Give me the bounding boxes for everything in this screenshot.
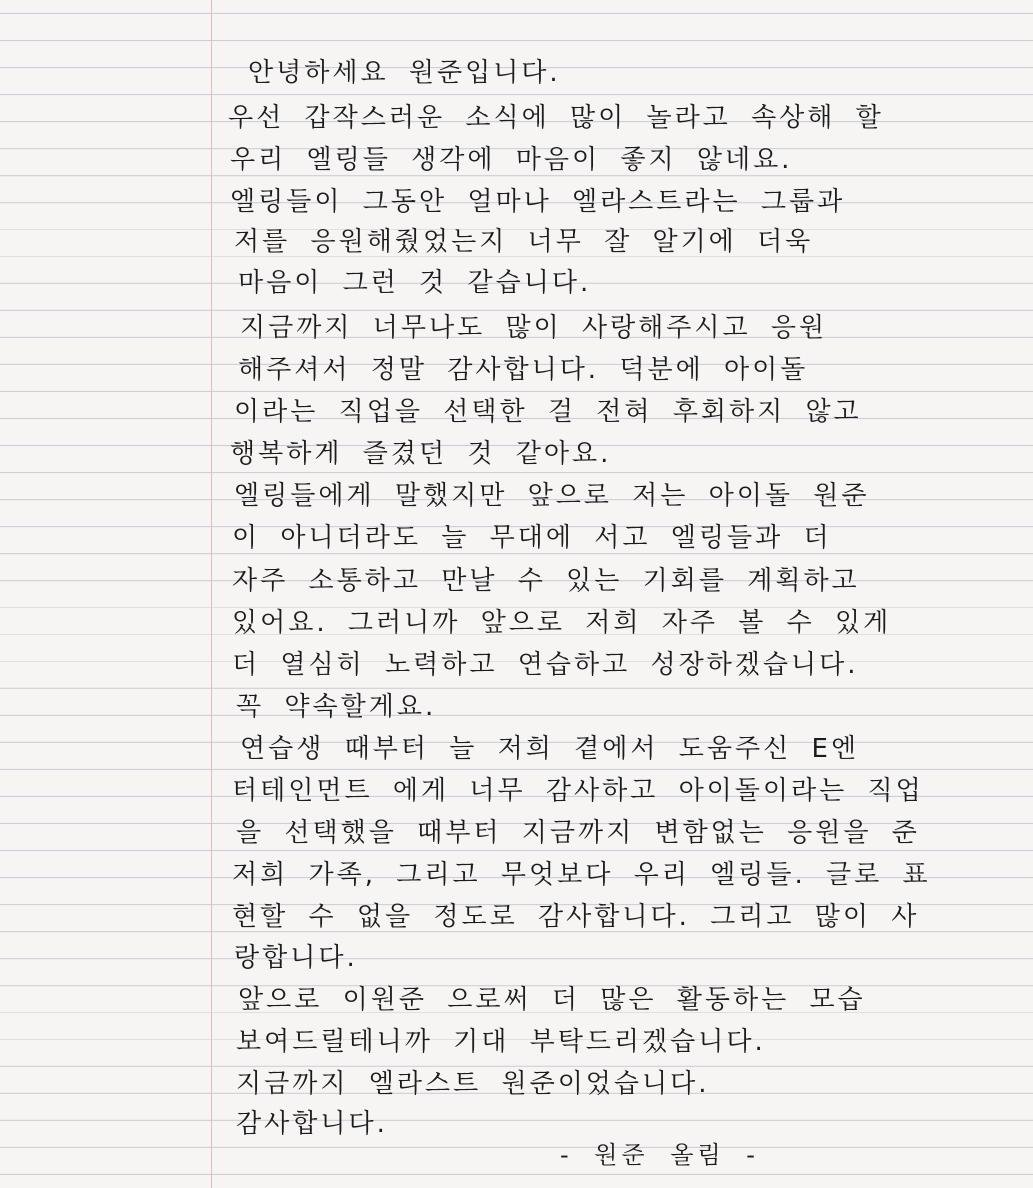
letter-line: 엘링들에게 말했지만 앞으로 저는 아이돌 원준 — [234, 481, 870, 511]
letter-line: 보여드릴테니까 기대 부탁드리겠습니다. — [236, 1027, 766, 1057]
letter-line: 마음이 그런 것 같습니다. — [238, 268, 592, 298]
letter-line: 연습생 때부터 늘 저희 곁에서 도움주신 E엔 — [240, 734, 859, 764]
letter-line: 앞으로 이원준 으로써 더 많은 활동하는 모습 — [238, 985, 866, 1015]
letter-line: 행복하게 즐겼던 것 같아요. — [230, 439, 612, 469]
letter-line: 지금까지 엘라스트 원준이었습니다. — [236, 1069, 710, 1099]
letter-line: 있어요. 그러니까 앞으로 저희 자주 볼 수 있게 — [232, 608, 892, 638]
letter-line: 꼭 약속할게요. — [236, 692, 437, 722]
letter-line: 우리 엘링들 생각에 마음이 좋지 않네요. — [230, 145, 793, 175]
letter-line: 저를 응원해줬었는지 너무 잘 알기에 더욱 — [234, 227, 814, 257]
letter-line: 엘링들이 그동안 얼마나 엘라스트라는 그룹과 — [230, 187, 846, 217]
letter-line: 이 아니더라도 늘 무대에 서고 엘링들과 더 — [232, 523, 832, 553]
letter-line: 더 열심히 노력하고 연습하고 성장하겠습니다. — [232, 650, 859, 680]
letter-line: 우선 갑작스러운 소식에 많이 놀라고 속상해 할 — [228, 103, 884, 133]
letter-line: 해주셔서 정말 감사합니다. 덕분에 아이돌 — [238, 355, 809, 385]
letter-line: 안녕하세요 원준입니다. — [248, 58, 561, 88]
letter-line: 터테인먼트 에게 너무 감사하고 아이돌이라는 직업 — [232, 776, 924, 806]
letter-line: 자주 소통하고 만날 수 있는 기회를 계획하고 — [232, 566, 860, 596]
letter-line: 저희 가족, 그리고 무엇보다 우리 엘링들. 글로 표 — [232, 860, 931, 890]
letter-line: 감사합니다. — [236, 1109, 388, 1139]
letter-line: 이라는 직업을 선택한 걸 전혀 후회하지 않고 — [234, 397, 862, 427]
signature: - 원준 올림 - — [560, 1141, 759, 1169]
letter-line: 을 선택했을 때부터 지금까지 변함없는 응원을 준 — [236, 818, 920, 848]
letter-line: 현할 수 없을 정도로 감사합니다. 그리고 많이 사 — [232, 902, 920, 932]
letter-line: 랑합니다. — [234, 943, 358, 973]
letter-line: 지금까지 너무나도 많이 사랑해주시고 응원 — [240, 313, 828, 343]
